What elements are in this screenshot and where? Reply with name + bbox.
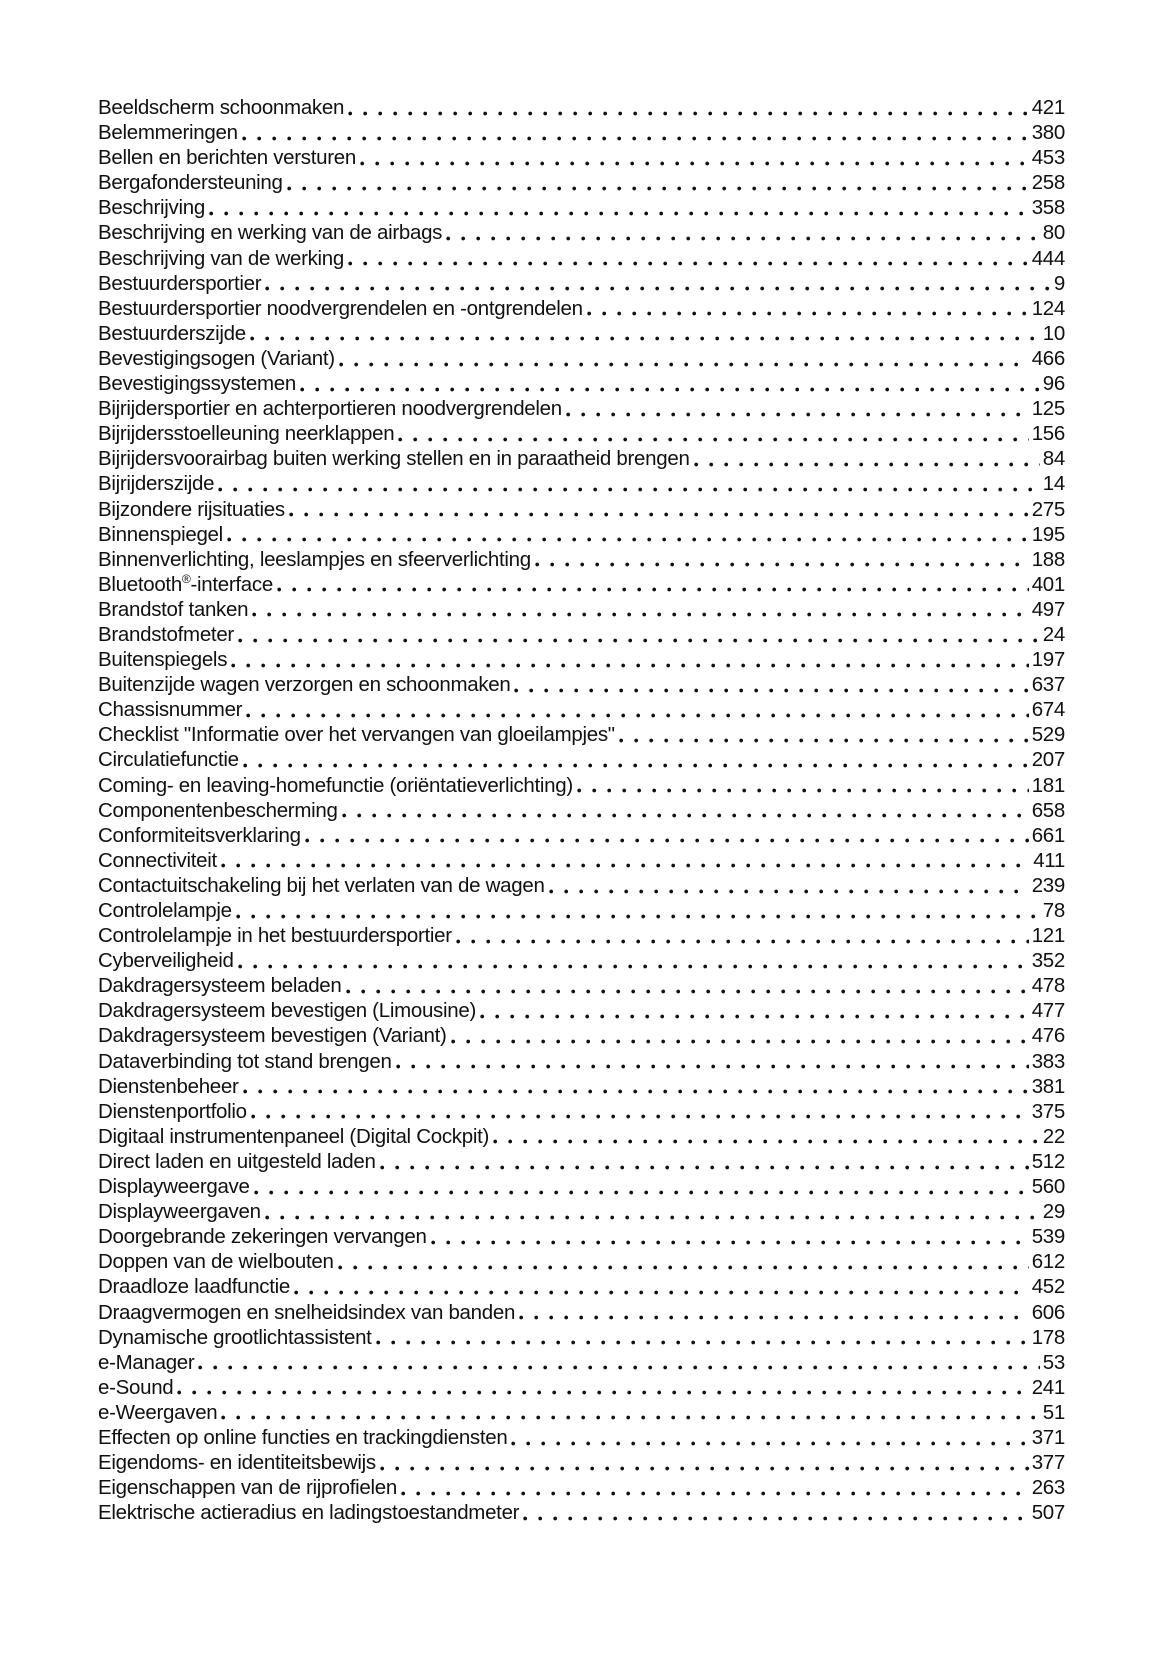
dot-leader: [523, 1500, 1028, 1525]
dot-leader: [243, 1074, 1029, 1099]
dot-leader: [360, 145, 1029, 170]
toc-entry-page: 188: [1031, 547, 1065, 571]
toc-entry-label: Dienstenbeheer: [98, 1074, 239, 1098]
toc-entry-label: Brandstof tanken: [98, 597, 249, 621]
toc-entry: [98, 572, 1065, 597]
toc-entry: [98, 948, 1065, 973]
dot-leader: [694, 446, 1040, 471]
toc-entry-page: 239: [1031, 873, 1065, 897]
toc-entry-label: Direct laden en uitgesteld laden: [98, 1149, 376, 1173]
toc-entry-label: Dynamische grootlichtassistent: [98, 1325, 372, 1349]
toc-entry: [98, 923, 1065, 948]
toc-entry-page: 181: [1031, 773, 1065, 797]
toc-entry-label: Bijzondere rijsituaties: [98, 497, 285, 521]
dot-leader: [242, 120, 1029, 145]
dot-leader: [577, 773, 1029, 798]
toc-entry-label: Circulatiefunctie: [98, 748, 239, 772]
toc-entry: [98, 697, 1065, 722]
dot-leader: [535, 547, 1029, 572]
toc-entry: [98, 371, 1065, 396]
toc-entry-page: 453: [1031, 146, 1065, 170]
dot-leader: [519, 1300, 1029, 1325]
dot-leader: [348, 246, 1029, 271]
toc-entry: [98, 421, 1065, 446]
toc-entry: [98, 1375, 1065, 1400]
toc-entry: [98, 848, 1065, 873]
index-list: [98, 95, 1065, 1525]
toc-entry-label: Doppen van de wielbouten: [98, 1250, 334, 1274]
dot-leader: [451, 1023, 1029, 1048]
dot-leader: [265, 271, 1051, 296]
toc-entry: [98, 95, 1065, 120]
toc-entry: [98, 1400, 1065, 1425]
dot-leader: [511, 1425, 1028, 1450]
toc-entry-page: 96: [1042, 372, 1065, 396]
toc-entry: [98, 973, 1065, 998]
toc-entry-label: Bestuurdersportier: [98, 271, 262, 295]
toc-entry: [98, 998, 1065, 1023]
toc-entry-page: 352: [1031, 949, 1065, 973]
toc-entry: [98, 1124, 1065, 1149]
toc-entry: [98, 672, 1065, 697]
toc-entry-page: 121: [1031, 924, 1065, 948]
toc-entry: [98, 898, 1065, 923]
dot-leader: [305, 823, 1029, 848]
toc-entry-page: 477: [1031, 999, 1065, 1023]
toc-entry: [98, 1199, 1065, 1224]
toc-entry-page: 124: [1031, 296, 1065, 320]
toc-entry-label: e-Sound: [98, 1375, 174, 1399]
toc-entry-label: Bevestigingssystemen: [98, 372, 296, 396]
toc-entry-page: 84: [1042, 447, 1065, 471]
toc-entry: [98, 1325, 1065, 1350]
toc-entry: [98, 296, 1065, 321]
toc-entry: [98, 346, 1065, 371]
toc-entry-page: 197: [1031, 648, 1065, 672]
dot-leader: [252, 597, 1028, 622]
toc-entry: [98, 722, 1065, 747]
toc-entry: [98, 1249, 1065, 1274]
dot-leader: [480, 998, 1029, 1023]
toc-entry-label: Controlelampje in het bestuurdersportier: [98, 924, 452, 948]
toc-entry-page: 560: [1031, 1175, 1065, 1199]
toc-entry: [98, 622, 1065, 647]
toc-entry-label: Brandstofmeter: [98, 622, 234, 646]
dot-leader: [221, 1400, 1039, 1425]
toc-entry-label: Chassisnummer: [98, 698, 243, 722]
toc-entry-page: 507: [1031, 1501, 1065, 1525]
toc-entry: [98, 1500, 1065, 1525]
toc-entry-page: 22: [1042, 1124, 1065, 1148]
toc-entry: [98, 1149, 1065, 1174]
toc-entry-label: e-Manager: [98, 1350, 195, 1374]
toc-entry: [98, 1274, 1065, 1299]
toc-entry: [98, 1300, 1065, 1325]
toc-entry-page: 661: [1031, 823, 1065, 847]
dot-leader: [587, 296, 1029, 321]
toc-entry-page: 195: [1031, 522, 1065, 546]
dot-leader: [238, 622, 1040, 647]
toc-entry-page: 383: [1031, 1049, 1065, 1073]
toc-entry: [98, 220, 1065, 245]
toc-entry: [98, 446, 1065, 471]
toc-entry-page: 375: [1031, 1099, 1065, 1123]
toc-entry-label: Dienstenportfolio: [98, 1099, 247, 1123]
toc-entry-label: Dataverbinding tot stand brengen: [98, 1049, 392, 1073]
toc-entry: [98, 647, 1065, 672]
toc-entry-page: 421: [1031, 96, 1065, 119]
toc-entry-label: Binnenspiegel: [98, 522, 223, 546]
toc-entry-label: Beeldscherm schoonmaken: [98, 96, 345, 119]
toc-entry-page: 637: [1031, 673, 1065, 697]
toc-entry-label: Digitaal instrumentenpaneel (Digital Cockpit): [98, 1124, 489, 1148]
toc-entry: [98, 246, 1065, 271]
toc-entry: [98, 747, 1065, 772]
dot-leader: [396, 1049, 1029, 1074]
toc-entry-page: 358: [1031, 196, 1065, 220]
toc-entry-page: 658: [1031, 798, 1065, 822]
dot-leader: [431, 1224, 1029, 1249]
toc-entry-label: Bijrijdersstoelleuning neerklappen: [98, 422, 395, 446]
toc-entry-page: 241: [1031, 1375, 1065, 1399]
toc-entry-page: 156: [1031, 422, 1065, 446]
dot-leader: [514, 672, 1028, 697]
toc-entry-label: Componentenbescherming: [98, 798, 338, 822]
toc-entry-page: 411: [1033, 848, 1065, 872]
toc-entry-page: 78: [1042, 899, 1065, 922]
dot-leader: [549, 873, 1029, 898]
toc-entry-page: 444: [1031, 246, 1065, 270]
toc-entry-label: Bevestigingsogen (Variant): [98, 346, 335, 370]
dot-leader: [401, 1475, 1029, 1500]
toc-entry-page: 381: [1031, 1074, 1065, 1098]
dot-leader: [287, 170, 1029, 195]
dot-leader: [250, 321, 1040, 346]
dot-leader: [221, 848, 1030, 873]
toc-entry: [98, 396, 1065, 421]
dot-leader: [236, 898, 1040, 923]
dot-leader: [339, 346, 1029, 371]
toc-entry-label: Dakdragersysteem beladen: [98, 974, 342, 998]
toc-entry-page: 125: [1031, 397, 1065, 421]
dot-leader: [619, 722, 1029, 747]
toc-entry-page: 178: [1031, 1325, 1065, 1349]
toc-entry: [98, 1049, 1065, 1074]
dot-leader: [231, 647, 1029, 672]
toc-entry-page: 380: [1031, 121, 1065, 145]
dot-leader: [198, 1350, 1039, 1375]
toc-entry-page: 497: [1031, 597, 1065, 621]
dot-leader: [294, 1274, 1029, 1299]
dot-leader: [277, 572, 1029, 597]
dot-leader: [348, 95, 1029, 120]
dot-leader: [380, 1149, 1029, 1174]
toc-entry-page: 529: [1031, 723, 1065, 747]
dot-leader: [300, 371, 1040, 396]
toc-entry-label: Binnenverlichting, leeslampjes en sfeerverlichting: [98, 547, 531, 571]
toc-entry-label: Bijrijdersportier en achterportieren noodvergrendelen: [98, 397, 562, 421]
dot-leader: [446, 220, 1040, 245]
toc-entry-page: 14: [1042, 472, 1065, 496]
toc-entry: [98, 823, 1065, 848]
toc-entry-label: Conformiteitsverklaring: [98, 823, 301, 847]
toc-entry-label: Doorgebrande zekeringen vervangen: [98, 1225, 427, 1249]
toc-entry-page: 466: [1031, 346, 1065, 370]
toc-entry-label: Contactuitschakeling bij het verlaten van de wagen: [98, 873, 545, 897]
dot-leader: [265, 1199, 1040, 1224]
toc-entry-page: 452: [1031, 1275, 1065, 1299]
toc-entry-label: Beschrijving en werking van de airbags: [98, 221, 443, 245]
dot-leader: [456, 923, 1029, 948]
toc-entry-page: 476: [1031, 1024, 1065, 1048]
toc-entry: [98, 195, 1065, 220]
toc-entry-label: Draagvermogen en snelheidsindex van banden: [98, 1300, 516, 1324]
toc-entry-page: 24: [1042, 622, 1065, 646]
dot-leader: [218, 471, 1040, 496]
dot-leader: [338, 1249, 1029, 1274]
toc-entry: [98, 798, 1065, 823]
toc-entry: [98, 120, 1065, 145]
toc-entry-page: 29: [1042, 1200, 1065, 1224]
dot-leader: [398, 421, 1028, 446]
toc-entry-label: Belemmeringen: [98, 121, 238, 145]
toc-entry-label: Bestuurderszijde: [98, 321, 246, 345]
dot-leader: [209, 195, 1029, 220]
toc-entry-page: 539: [1031, 1225, 1065, 1249]
toc-entry-page: 377: [1031, 1451, 1065, 1475]
toc-entry-page: 207: [1031, 748, 1065, 772]
toc-entry-label: Draadloze laadfunctie: [98, 1275, 290, 1299]
toc-entry-label: Eigenschappen van de rijprofielen: [98, 1476, 397, 1500]
toc-entry-label: Bestuurdersportier noodvergrendelen en -ontgrendelen: [98, 296, 583, 320]
toc-entry: [98, 1023, 1065, 1048]
dot-leader: [238, 948, 1029, 973]
toc-entry-label: Cyberveiligheid: [98, 949, 234, 973]
toc-entry-label: Elektrische actieradius en ladingstoestandmeter: [98, 1501, 520, 1525]
toc-entry-label: Bijrijderszijde: [98, 472, 215, 496]
toc-entry-label: Displayweergaven: [98, 1200, 261, 1224]
toc-entry-label: Dakdragersysteem bevestigen (Limousine): [98, 999, 476, 1023]
toc-entry: [98, 497, 1065, 522]
dot-leader: [246, 697, 1028, 722]
dot-leader: [346, 973, 1029, 998]
toc-entry-label: Coming- en leaving-homefunctie (oriëntatieverlichting): [98, 773, 573, 797]
toc-entry-label: Displayweergave: [98, 1175, 250, 1199]
toc-entry: [98, 271, 1065, 296]
dot-leader: [493, 1124, 1040, 1149]
dot-leader: [254, 1174, 1029, 1199]
toc-entry: [98, 1450, 1065, 1475]
toc-entry: [98, 1099, 1065, 1124]
toc-entry: [98, 597, 1065, 622]
toc-entry-page: 674: [1031, 698, 1065, 722]
toc-entry-label: Connectiviteit: [98, 848, 217, 872]
toc-entry-label: Bluetooth®-interface: [98, 571, 273, 596]
toc-entry-label: Checklist "Informatie over het vervangen van gloeilampjes": [98, 723, 615, 747]
toc-entry-page: 275: [1031, 497, 1065, 521]
toc-entry-label: Bellen en berichten versturen: [98, 146, 356, 170]
toc-entry: [98, 1074, 1065, 1099]
toc-entry: [98, 471, 1065, 496]
toc-entry: [98, 1475, 1065, 1500]
toc-entry-page: 612: [1031, 1250, 1065, 1274]
toc-entry: [98, 773, 1065, 798]
toc-entry: [98, 1350, 1065, 1375]
toc-entry-page: 80: [1042, 221, 1065, 245]
toc-entry-label: e-Weergaven: [98, 1400, 218, 1424]
toc-entry-label: Buitenzijde wagen verzorgen en schoonmaken: [98, 673, 511, 697]
toc-entry: [98, 873, 1065, 898]
toc-entry: [98, 547, 1065, 572]
dot-leader: [243, 747, 1029, 772]
toc-entry: [98, 170, 1065, 195]
dot-leader: [376, 1325, 1029, 1350]
toc-entry: [98, 1425, 1065, 1450]
toc-entry-label: Controlelampje: [98, 899, 232, 922]
toc-entry-label: Buitenspiegels: [98, 648, 228, 672]
toc-entry-label: Bergafondersteuning: [98, 171, 283, 195]
toc-entry-page: 263: [1031, 1476, 1065, 1500]
toc-entry: [98, 522, 1065, 547]
toc-entry: [98, 1224, 1065, 1249]
toc-entry-page: 401: [1031, 572, 1065, 596]
toc-entry-label: Eigendoms- en identiteitsbewijs: [98, 1451, 376, 1475]
toc-entry-page: 51: [1042, 1400, 1065, 1424]
toc-entry-page: 512: [1031, 1149, 1065, 1173]
toc-entry-page: 10: [1042, 321, 1065, 345]
toc-entry-page: 258: [1031, 171, 1065, 195]
toc-entry-label: Beschrijving van de werking: [98, 246, 344, 270]
toc-entry-page: 53: [1042, 1350, 1065, 1374]
dot-leader: [177, 1375, 1028, 1400]
dot-leader: [251, 1099, 1029, 1124]
toc-entry: [98, 145, 1065, 170]
dot-leader: [289, 497, 1029, 522]
dot-leader: [380, 1450, 1029, 1475]
toc-entry-page: 371: [1031, 1425, 1065, 1449]
toc-entry: [98, 321, 1065, 346]
toc-entry-label: Bijrijdersvoorairbag buiten werking stellen en in paraatheid brengen: [98, 447, 690, 471]
dot-leader: [566, 396, 1029, 421]
toc-entry-page: 606: [1031, 1300, 1065, 1324]
toc-entry: [98, 1174, 1065, 1199]
toc-entry-page: 478: [1031, 974, 1065, 998]
toc-entry-label: Beschrijving: [98, 196, 205, 220]
dot-leader: [342, 798, 1029, 823]
toc-entry-label: Effecten op online functies en trackingdiensten: [98, 1425, 508, 1449]
dot-leader: [227, 522, 1029, 547]
toc-entry-label: Dakdragersysteem bevestigen (Variant): [98, 1024, 447, 1048]
toc-entry-page: 9: [1053, 271, 1065, 295]
